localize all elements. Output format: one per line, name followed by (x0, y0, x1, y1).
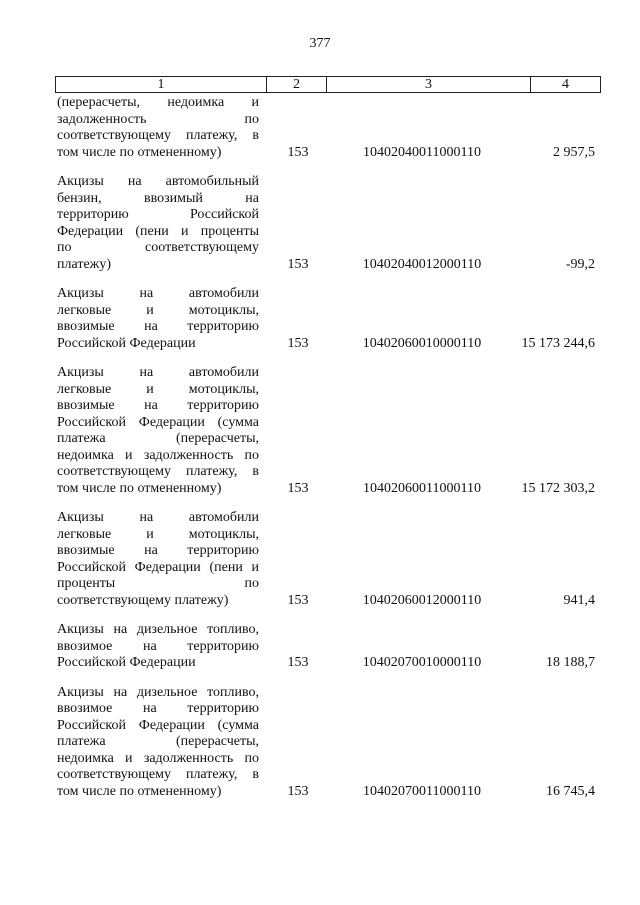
row-name-line: Российской Федерации (пени и (57, 559, 259, 575)
table-row (57, 622, 595, 672)
row-name-line: Акцизы на автомобили (57, 510, 259, 525)
column-header-2: 2 (267, 77, 327, 92)
row-code: 153 (287, 144, 309, 160)
table-body (57, 95, 595, 800)
row-name (57, 510, 259, 609)
row-name-line: недоимка и задолженность по (57, 447, 259, 463)
row-code: 153 (287, 335, 309, 351)
row-name-line: ввозимые на территорию (57, 398, 259, 413)
row-name-line: бензин, ввозимый на (57, 190, 259, 206)
row-name-line: ввозимое на территорию (57, 638, 259, 654)
row-name (57, 174, 259, 273)
row-name-line: том числе по отмененному) (57, 783, 222, 799)
table-row (57, 95, 595, 161)
row-name-line: недоимка и задолженность по (57, 750, 259, 766)
row-name-line: соответствующему платежу, в (57, 767, 259, 782)
table-row (57, 174, 595, 273)
row-name-line: ввозимые на территорию (57, 543, 259, 558)
row-name (57, 622, 259, 672)
row-name-line: территорию Российской (57, 207, 259, 222)
row-code: 153 (287, 256, 309, 272)
row-name-line: Акцизы на автомобильный (57, 174, 259, 189)
row-name-line: ввозимые на территорию (57, 319, 259, 334)
row-kbk: 10402040012000110 (362, 256, 482, 272)
row-name-line: том числе по отмененному) (57, 480, 222, 496)
table-row (57, 286, 595, 352)
row-name (57, 95, 259, 161)
table-row (57, 365, 595, 497)
row-name-line: Российской Федерации (сумма (57, 717, 259, 733)
row-kbk: 10402070011000110 (363, 783, 481, 799)
row-name-line: соответствующему платежу, в (57, 464, 259, 479)
row-code: 153 (287, 480, 309, 496)
row-name (57, 685, 259, 801)
row-kbk: 10402040011000110 (363, 144, 481, 160)
row-kbk: 10402060012000110 (362, 592, 482, 608)
table-row (57, 510, 595, 609)
row-name-line: Акцизы на автомобили (57, 286, 259, 301)
row-name (57, 365, 259, 497)
row-name-line: ввозимое на территорию (57, 701, 259, 716)
row-amount: 18 188,7 (546, 655, 595, 670)
row-name (57, 286, 259, 352)
row-name-line: платежа (перерасчеты, (57, 431, 259, 446)
column-header-1: 1 (56, 77, 267, 92)
row-name-line: соответствующему платежу) (57, 592, 229, 608)
row-code: 153 (287, 655, 309, 670)
column-header-3: 3 (327, 77, 531, 92)
row-amount: 15 173 244,6 (521, 335, 595, 351)
page-number: 377 (309, 36, 331, 51)
row-name-line: платежу) (57, 256, 111, 272)
table-row (57, 685, 595, 801)
row-name-line: том числе по отмененному) (57, 144, 222, 160)
row-amount: 15 172 303,2 (521, 480, 595, 496)
row-amount: 941,4 (563, 592, 595, 608)
row-kbk: 10402060011000110 (363, 480, 481, 496)
row-name-line: легковые и мотоциклы, (57, 526, 259, 542)
row-kbk: 10402070010000110 (362, 655, 482, 670)
row-name-line: соответствующему платежу, в (57, 128, 259, 143)
column-header-4: 4 (562, 77, 569, 92)
row-name-line: Российской Федерации (57, 335, 196, 351)
table-column-header (55, 76, 601, 93)
row-name-line: Российской Федерации (57, 655, 196, 670)
row-name-line: задолженность по (57, 111, 259, 127)
row-name-line: легковые и мотоциклы, (57, 302, 259, 318)
row-name-line: Акцизы на автомобили (57, 365, 259, 380)
row-amount: 2 957,5 (553, 144, 595, 160)
row-name-line: Федерации (пени и проценты (57, 223, 259, 239)
row-name-line: (перерасчеты, недоимка и (57, 95, 259, 110)
row-name-line: проценты по (57, 576, 259, 591)
row-name-line: платежа (перерасчеты, (57, 734, 259, 749)
row-name-line: легковые и мотоциклы, (57, 381, 259, 397)
row-name-line: Акцизы на дизельное топливо, (57, 622, 259, 637)
row-code: 153 (287, 783, 309, 799)
row-kbk: 10402060010000110 (362, 335, 482, 351)
row-amount: 16 745,4 (546, 783, 595, 799)
row-name-line: Российской Федерации (сумма (57, 414, 259, 430)
row-code: 153 (287, 592, 309, 608)
row-amount: -99,2 (565, 256, 595, 272)
row-name-line: Акцизы на дизельное топливо, (57, 684, 259, 700)
row-name-line: по соответствующему (57, 240, 259, 255)
